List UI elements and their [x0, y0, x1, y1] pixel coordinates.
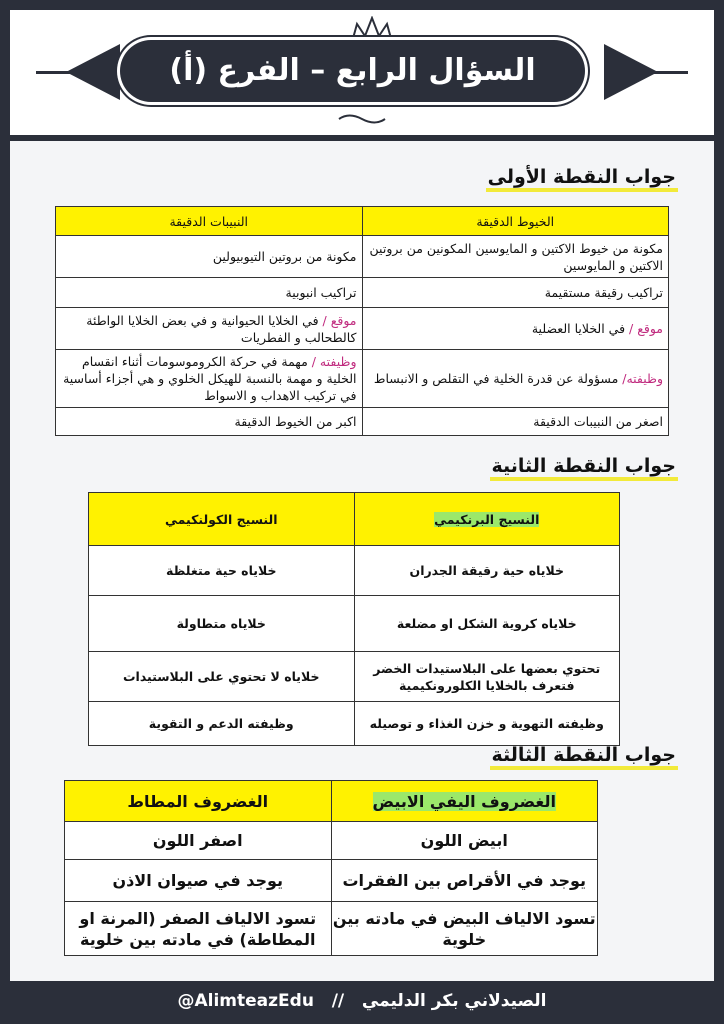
- table-cell: خلاياه حية رقيقة الجدران: [354, 546, 620, 596]
- table-row: [56, 408, 669, 436]
- title-banner: [120, 40, 585, 102]
- table-cell: اصفر اللون: [65, 822, 332, 860]
- table-cell: [362, 350, 669, 408]
- column-header: الغضروف المطاط: [65, 781, 332, 822]
- table-row: [89, 546, 620, 596]
- section-title-3: جواب النقطة الثالثة: [490, 744, 679, 766]
- table-cell: خلاياه حية متغلظة: [89, 546, 355, 596]
- banner-arrow-right: [604, 44, 658, 100]
- table-cell: تحتوي بعضها على البلاستيدات الخضر فتعرف بالخلايا الكلورونكيمية: [354, 652, 620, 702]
- cell-text: مسؤولة عن قدرة الخلية في التقلص و الانبساط: [373, 371, 623, 386]
- table-cell: يوجد في صيوان الاذن: [65, 860, 332, 902]
- table-cell: تسود الالياف البيض في مادته بين خلوية: [331, 902, 598, 956]
- page-title: السؤال الرابع – الفرع (أ): [169, 53, 536, 88]
- table-cell: خلاياه متطاولة: [89, 596, 355, 652]
- table-cell: [56, 308, 363, 350]
- table-cell: تسود الالياف الصفر (المرنة او المطاطة) في مادته بين خلوية: [65, 902, 332, 956]
- table-cell: وظيفته الدعم و التقوية: [89, 702, 355, 746]
- table-row: [89, 596, 620, 652]
- banner-arrow-left: [66, 44, 120, 100]
- footer-handle: @AlimteazEdu: [177, 991, 314, 1011]
- table-cell: ابيض اللون: [331, 822, 598, 860]
- table-row: [56, 278, 669, 308]
- footer-author: الصيدلاني بكر الدليمي: [361, 991, 547, 1011]
- table-row: [56, 236, 669, 278]
- cell-label: موقع /: [629, 321, 663, 336]
- table-cell: [56, 350, 363, 408]
- swirl-ornament-icon: [337, 112, 387, 126]
- table-row: [65, 902, 598, 956]
- table-row: [56, 308, 669, 350]
- table-cell: يوجد في الأقراص بين الفقرات: [331, 860, 598, 902]
- table-row: [56, 350, 669, 408]
- table-header-row: [89, 493, 620, 546]
- table-cell: تراكيب انبوبية: [56, 278, 363, 308]
- table-cell: خلاياه كروية الشكل او مضلعة: [354, 596, 620, 652]
- section-title-2: جواب النقطة الثانية: [490, 455, 679, 477]
- column-header: النسيج البرنكيمي: [354, 493, 620, 546]
- table-row: [89, 702, 620, 746]
- cell-text: في الخلايا العضلية: [531, 321, 630, 336]
- table-cell: [362, 308, 669, 350]
- column-header: النسيج الكولنكيمي: [89, 493, 355, 546]
- table-cell: اكبر من الخيوط الدقيقة: [56, 408, 363, 436]
- cell-label: وظيفته/: [622, 371, 663, 386]
- cartilage-table: [64, 780, 598, 956]
- table-cell: خلاياه لا تحتوي على البلاستيدات: [89, 652, 355, 702]
- cell-text: في الخلايا الحيوانية و في بعض الخلايا الواطئة كالطحالب و الفطريات: [86, 312, 357, 345]
- section-title-1: جواب النقطة الأولى: [486, 166, 678, 188]
- column-header: الخيوط الدقيقة: [362, 207, 669, 236]
- column-header: الغضروف اليفي الابيض: [331, 781, 598, 822]
- cell-text: مهمة في حركة الكروموسومات أثناء انقسام الخلية و مهمة بالنسبة للهيكل الخلوي و هي أجزاء أساسية في تركيب الاهداب و الاسواط: [63, 354, 357, 403]
- table-cell: اصغر من النبيبات الدقيقة: [362, 408, 669, 436]
- cell-label: وظيفته /: [311, 354, 357, 369]
- table-row: [89, 652, 620, 702]
- table-cell: مكونة من بروتين التيوبيولين: [56, 236, 363, 278]
- table-row: [65, 822, 598, 860]
- footer: [0, 981, 724, 1024]
- table-cell: وظيفته التهوية و خزن الغذاء و توصيله: [354, 702, 620, 746]
- table-cell: تراكيب رقيقة مستقيمة: [362, 278, 669, 308]
- table-header-row: [65, 781, 598, 822]
- cell-label: موقع /: [322, 312, 357, 328]
- table-row: [65, 860, 598, 902]
- column-header: النبيبات الدقيقة: [56, 207, 363, 236]
- microfilaments-microtubules-table: [55, 206, 669, 436]
- table-header-row: [56, 207, 669, 236]
- footer-separator: //: [331, 991, 345, 1011]
- table-cell: مكونة من خيوط الاكتين و المايوسين المكونين من بروتين الاكتين و المايوسين: [362, 236, 669, 278]
- parenchyma-collenchyma-table: [88, 492, 620, 746]
